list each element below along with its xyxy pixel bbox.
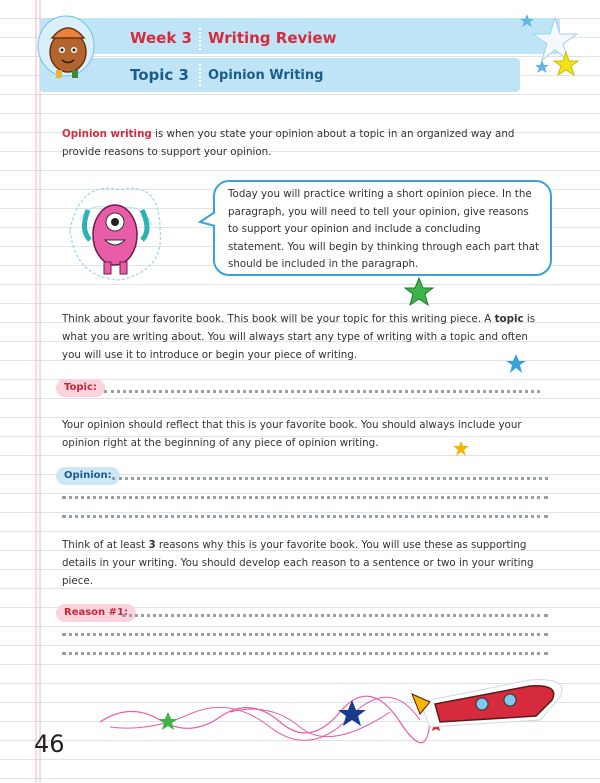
reasons-paragraph xyxy=(62,536,542,590)
week-label: Week 3 xyxy=(130,29,192,47)
bubble-tail xyxy=(198,210,218,230)
section-title: Writing Review xyxy=(208,29,337,47)
bubble-text: Today you will practice writing a short opinion piece. In the paragraph, you will need to tell your opinion, give reasons to support your opinion and include a concluding statement. You will begin by thinking through each part that should be included in the paragraph. xyxy=(228,188,540,270)
reason-writing-line[interactable] xyxy=(62,652,548,655)
opinion-writing-term: Opinion writing xyxy=(62,128,152,140)
topic-paragraph xyxy=(62,310,542,364)
topic-writing-line[interactable] xyxy=(104,390,540,393)
para1-text-b: is what you are writing about. You will always start any type of writing with a topic and often you will use it to introduce or begin your piece of writing. xyxy=(62,313,536,361)
opinion-field-label: Opinion: xyxy=(56,467,120,485)
rocket-illustration xyxy=(90,672,590,762)
para3-text-b: reasons why this is your favorite book. You will use these as supporting details in your writing. You should develop each reason to a sentence or two in your writing piece. xyxy=(62,539,534,587)
section-subtitle: Opinion Writing xyxy=(208,68,324,83)
para3-text-a: Think of at least xyxy=(62,539,149,551)
star-icon xyxy=(404,277,434,307)
header-divider xyxy=(199,28,201,50)
opinion-writing-line[interactable] xyxy=(62,496,548,499)
reason-field-label: Reason #1: xyxy=(56,604,136,622)
topic-label: Topic 3 xyxy=(130,66,189,84)
reasons-count: 3 xyxy=(148,539,156,551)
para1-text-a: Think about your favorite book. This book will be your topic for this writing piece. A xyxy=(62,313,495,325)
intro-paragraph xyxy=(62,125,542,161)
reason-writing-line[interactable] xyxy=(62,633,548,636)
acorn-mascot-icon xyxy=(26,8,106,88)
header-divider xyxy=(199,64,201,86)
topic-term: topic xyxy=(494,313,524,325)
opinion-writing-line[interactable] xyxy=(112,477,548,480)
opinion-writing-line[interactable] xyxy=(62,515,548,518)
star-icon xyxy=(505,353,527,375)
intro-text: is when you state your opinion about a topic in an organized way and provide reasons to support your opinion. xyxy=(62,128,515,158)
page-number: 46 xyxy=(34,730,65,758)
star-icon xyxy=(452,440,470,458)
star-icon xyxy=(520,10,590,80)
reason-writing-line[interactable] xyxy=(122,614,548,617)
topic-field-label: Topic: xyxy=(56,379,105,397)
monster-illustration xyxy=(60,170,170,290)
opinion-paragraph: Your opinion should reflect that this is your favorite book. You should always include your opinion right at the beginning of any piece of opinion writing. xyxy=(62,419,522,449)
